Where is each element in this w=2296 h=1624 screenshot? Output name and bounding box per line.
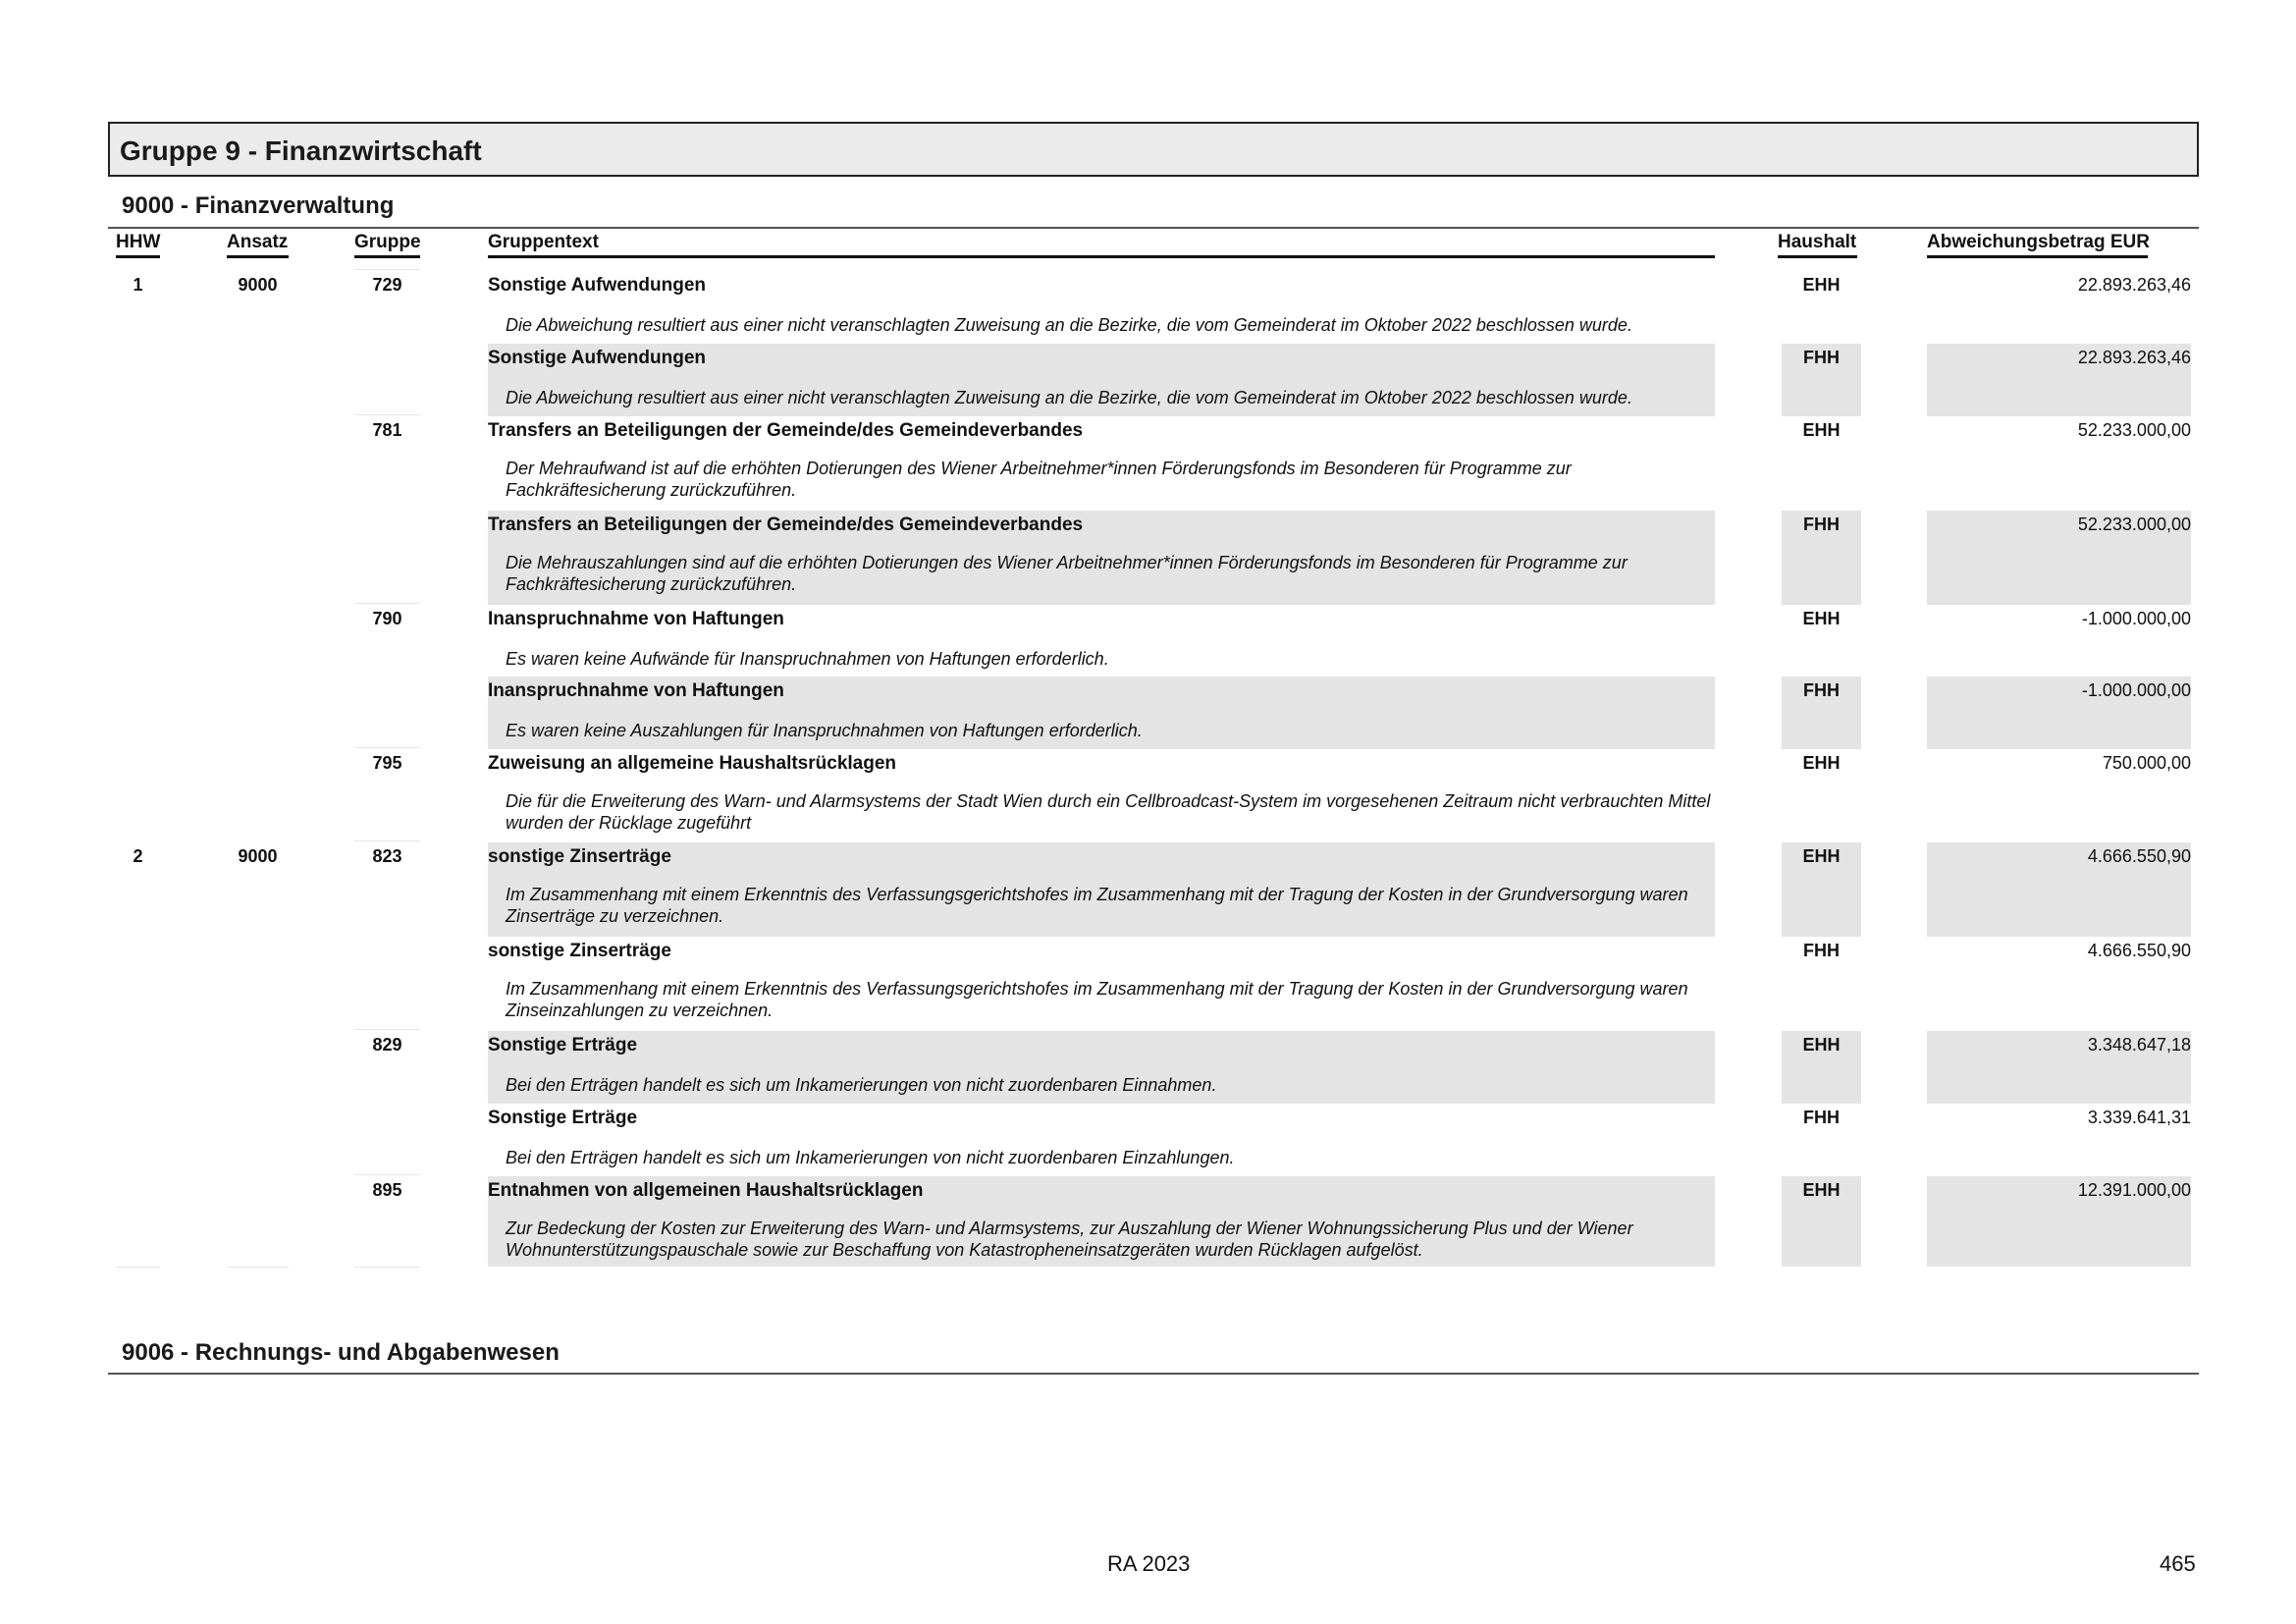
cell-haushalt: FHH — [1803, 348, 1840, 367]
cell-haushalt: EHH — [1802, 1035, 1841, 1055]
cell-description: Die für die Erweiterung des Warn- und Alarmsystems der Stadt Wien durch ein Cellbroadcast-System im vorgesehenen Zeitraum nicht verbrauchten Mittel wurden der Rücklage zugeführt — [506, 791, 1711, 833]
header-underline — [116, 255, 160, 258]
cell-title: Sonstige Aufwendungen — [488, 348, 707, 368]
cell-title: Zuweisung an allgemeine Haushaltsrücklagen — [488, 753, 897, 774]
row-tick — [116, 1267, 160, 1268]
section-title-9006: 9006 - Rechnungs- und Abgabenwesen — [122, 1339, 560, 1366]
cell-gruppe: 729 — [372, 275, 402, 295]
cell-title: Transfers an Beteiligungen der Gemeinde/des Gemeindeverbandes — [488, 514, 1084, 535]
header-haushalt: Haushalt — [1778, 232, 1857, 252]
section-rule — [108, 1373, 2199, 1375]
cell-title: Sonstige Erträge — [488, 1108, 638, 1128]
cell-haushalt: EHH — [1802, 753, 1841, 773]
row-tick — [227, 1267, 289, 1268]
cell-description: Es waren keine Auszahlungen für Inanspruchnahmen von Haftungen erforderlich. — [506, 721, 1143, 740]
cell-description: Die Abweichung resultiert aus einer nicht veranschlagten Zuweisung an die Bezirke, die vom Gemeinderat im Oktober 2022 beschlossen wurde. — [506, 388, 1632, 407]
cell-haushalt: FHH — [1803, 1108, 1840, 1127]
cell-description: Die Mehrauszahlungen sind auf die erhöhten Dotierungen des Wiener Arbeitnehmer*innen Förderungsfonds im Besonderen für Programme zur Fachkräftesicherung zurückzuführen. — [506, 553, 1628, 594]
cell-haushalt: EHH — [1802, 275, 1841, 295]
cell-description: Bei den Erträgen handelt es sich um Inkamerierungen von nicht zuordenbaren Einnahmen. — [506, 1075, 1217, 1095]
header-ansatz: Ansatz — [227, 232, 289, 252]
cell-amount: 52.233.000,00 — [2077, 420, 2191, 440]
cell-title: Transfers an Beteiligungen der Gemeinde/des Gemeindeverbandes — [488, 420, 1084, 441]
row-tick — [354, 1267, 420, 1268]
cell-gruppe: 895 — [372, 1180, 402, 1200]
header-underline — [1778, 255, 1857, 258]
footer-report-label: RA 2023 — [1107, 1551, 1191, 1576]
cell-haushalt: EHH — [1802, 846, 1841, 866]
cell-amount: 22.893.263,46 — [2077, 275, 2191, 295]
cell-description: Im Zusammenhang mit einem Erkenntnis des Verfassungsgerichtshofes im Zusammenhang mit der Tragung der Kosten in der Grundversorgung waren Zinseinzahlungen zu verzeichnen. — [506, 979, 1688, 1020]
header-betrag: Abweichungsbetrag EUR — [1927, 232, 2150, 252]
cell-haushalt: FHH — [1803, 680, 1840, 700]
cell-title: Sonstige Aufwendungen — [488, 275, 707, 296]
cell-title: Inanspruchnahme von Haftungen — [488, 680, 784, 701]
row-tick — [354, 840, 420, 841]
cell-description: Im Zusammenhang mit einem Erkenntnis des Verfassungsgerichtshofes im Zusammenhang mit der Tragung der Kosten in der Grundversorgung waren Zinserträge zu verzeichnen. — [506, 885, 1688, 926]
cell-haushalt: FHH — [1803, 514, 1840, 534]
cell-haushalt: EHH — [1802, 609, 1841, 628]
header-gruppe: Gruppe — [354, 232, 421, 252]
cell-amount: 22.893.263,46 — [2077, 348, 2191, 367]
group-header-box — [108, 122, 2199, 177]
row-tick — [354, 269, 420, 270]
cell-haushalt: FHH — [1803, 941, 1840, 960]
cell-ansatz: 9000 — [238, 275, 278, 295]
cell-gruppe: 790 — [372, 609, 402, 628]
cell-title: Entnahmen von allgemeinen Haushaltsrücklagen — [488, 1180, 924, 1201]
cell-title: Sonstige Erträge — [488, 1035, 638, 1056]
cell-title: Inanspruchnahme von Haftungen — [488, 609, 784, 629]
cell-hhw: 1 — [133, 275, 143, 295]
row-tick — [354, 1029, 420, 1030]
cell-title: sonstige Zinserträge — [488, 846, 671, 867]
cell-gruppe: 829 — [372, 1035, 402, 1055]
cell-description: Es waren keine Aufwände für Inanspruchnahmen von Haftungen erforderlich. — [506, 649, 1109, 669]
cell-description: Der Mehraufwand ist auf die erhöhten Dotierungen des Wiener Arbeitnehmer*innen Förderungsfonds im Besonderen für Programme zur Fachkräftesicherung zurückzuführen. — [506, 459, 1572, 500]
row-tick — [354, 747, 420, 748]
cell-hhw: 2 — [133, 846, 143, 866]
group-title: Gruppe 9 - Finanzwirtschaft — [120, 135, 482, 166]
cell-amount: 4.666.550,90 — [2087, 846, 2191, 866]
cell-amount: 3.348.647,18 — [2087, 1035, 2191, 1055]
cell-gruppe: 795 — [372, 753, 402, 773]
header-underline — [488, 255, 1715, 258]
cell-amount: 3.339.641,31 — [2087, 1108, 2191, 1127]
header-gruppentext: Gruppentext — [488, 232, 599, 252]
header-underline — [227, 255, 289, 258]
cell-amount: -1.000.000,00 — [2081, 680, 2191, 700]
cell-amount: 750.000,00 — [2102, 753, 2191, 773]
cell-amount: 52.233.000,00 — [2077, 514, 2191, 534]
cell-amount: 4.666.550,90 — [2087, 941, 2191, 960]
page-number: 465 — [2160, 1551, 2196, 1576]
cell-description: Zur Bedeckung der Kosten zur Erweiterung des Warn- und Alarmsystems, zur Auszahlung der Wiener Wohnungssicherung Plus und der Wiener Wohnunterstützungspauschale sowie zur Beschaffung von Katastropheneinsatzgeräten wurden Rücklagen aufgelöst. — [506, 1218, 1633, 1260]
cell-amount: 12.391.000,00 — [2077, 1180, 2191, 1200]
cell-title: sonstige Zinserträge — [488, 941, 671, 961]
header-underline — [1927, 255, 2148, 258]
cell-description: Bei den Erträgen handelt es sich um Inkamerierungen von nicht zuordenbaren Einzahlungen. — [506, 1148, 1235, 1167]
row-tick — [354, 1174, 420, 1175]
section-title-9000: 9000 - Finanzverwaltung — [122, 192, 395, 219]
cell-amount: -1.000.000,00 — [2081, 609, 2191, 628]
cell-haushalt: EHH — [1802, 1180, 1841, 1200]
section-rule — [108, 227, 2199, 229]
row-tick — [354, 603, 420, 604]
cell-haushalt: EHH — [1802, 420, 1841, 440]
header-hhw: HHW — [116, 232, 161, 252]
cell-description: Die Abweichung resultiert aus einer nicht veranschlagten Zuweisung an die Bezirke, die vom Gemeinderat im Oktober 2022 beschlossen wurde. — [506, 315, 1632, 335]
header-underline — [354, 255, 420, 258]
cell-ansatz: 9000 — [238, 846, 278, 866]
cell-gruppe: 823 — [372, 846, 402, 866]
row-tick — [354, 414, 420, 415]
cell-gruppe: 781 — [372, 420, 402, 440]
